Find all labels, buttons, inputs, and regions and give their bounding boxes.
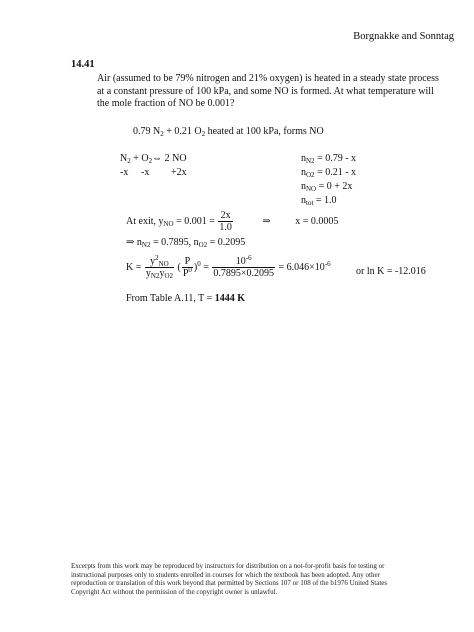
mole-balance-n2 — [301, 153, 356, 166]
intro-subscript: 2 — [160, 130, 164, 138]
k-denominator — [145, 268, 174, 279]
implies-arrow: ⇒ — [126, 237, 135, 248]
mole-symbol: n — [301, 195, 306, 206]
k-symbol: y — [145, 268, 151, 279]
exit-fraction — [218, 210, 233, 233]
k-subscript: O2 — [164, 272, 173, 280]
final-temperature: 1444 K — [214, 293, 246, 304]
mole-subscript: tot — [306, 199, 314, 207]
equilibrium-constant — [126, 256, 331, 279]
k-number: 10 — [235, 256, 246, 267]
change-b: -x — [141, 167, 150, 178]
reaction-subscript: 2 — [127, 157, 131, 165]
change-a: -x — [120, 167, 129, 178]
table-text: From Table A.11, T = — [126, 293, 215, 304]
mole-expression: = 0.21 - x — [314, 167, 357, 178]
table-lookup — [126, 293, 245, 306]
mole-symbol: n — [301, 153, 306, 164]
reaction-term: + O — [130, 153, 149, 164]
k-paren: ) — [193, 261, 198, 273]
mole-text: = 0.2095 — [207, 237, 246, 248]
k-exponent: 0 — [197, 259, 201, 268]
k-text: = — [200, 261, 212, 273]
mole-subscript: N2 — [306, 157, 315, 165]
k-numerator — [145, 256, 174, 268]
exit-subscript: NO — [163, 219, 174, 228]
intro-text: + 0.21 O — [163, 126, 202, 137]
mole-text: = 0.7895, n — [150, 237, 199, 248]
k-numeric-denominator: 0.7895×0.2095 — [213, 268, 275, 279]
k-subscript: N2 — [150, 272, 160, 280]
pressure-ratio — [182, 256, 193, 279]
k-paren: ( — [175, 261, 181, 273]
pressure-numerator: P — [182, 256, 193, 268]
k-number-exponent: -6 — [245, 254, 252, 262]
exit-result: x = 0.0005 — [295, 215, 339, 227]
k-value-exponent: -6 — [324, 259, 331, 268]
mole-balance-o2 — [301, 167, 356, 180]
mole-symbol: n — [301, 167, 306, 178]
mole-subscript: N2 — [141, 241, 151, 249]
ln-k-value: or ln K = -12.016 — [356, 266, 426, 277]
pressure-superscript: 0 — [188, 266, 192, 274]
solution-intro — [133, 126, 324, 139]
intro-text: heated at 100 kPa, forms NO — [205, 126, 324, 137]
k-numeric-fraction — [212, 256, 275, 279]
problem-statement: Air (assumed to be 79% nitrogen and 21% oxygen) is heated in a steady state process at a constant pressure of 100 kPa, and some NO is formed. At what temperature will the mole fraction of NO be 0.001? — [97, 73, 439, 109]
implies-arrow: ⇒ — [262, 215, 271, 227]
reaction-equation — [120, 153, 187, 166]
k-superscript: 2 — [155, 254, 159, 262]
fraction-denominator: 1.0 — [219, 222, 232, 233]
mole-subscript: O2 — [198, 241, 208, 249]
exit-text: = 0.001 = — [173, 215, 218, 227]
mole-expression: = 0 + 2x — [316, 181, 353, 192]
reaction-term: 2 NO — [162, 153, 187, 164]
k-mole-fraction — [145, 256, 174, 279]
fraction-numerator: 2x — [218, 210, 233, 222]
mole-balance-total — [301, 195, 337, 208]
mole-subscript: O2 — [306, 171, 315, 179]
k-text: K = — [126, 261, 144, 273]
copyright-footer: Excerpts from this work may be reproduced by instructors for distribution on a not-for-profit basis for testing or instructional purposes only to students enrolled in courses for which the textbook has been adopted. Any other reproduction or translation of this work beyond that permitted by Sections 107 or 108 of the b1976 United States Copyright Act without the permission of the copyright owner is unlawful. — [71, 562, 388, 596]
k-symbol: y — [150, 256, 156, 267]
pressure-denominator — [182, 268, 193, 279]
exit-text: At exit, y — [126, 215, 164, 227]
header-author: Borgnakke and Sonntag — [353, 31, 454, 42]
reaction-term: N — [120, 153, 128, 164]
mole-text: n — [134, 237, 142, 248]
pressure-symbol: P — [182, 268, 189, 279]
k-subscript: NO — [158, 260, 169, 268]
k-value: = 6.046×10 — [276, 261, 325, 273]
mole-subscript: NO — [306, 185, 317, 193]
k-numeric-numerator — [212, 256, 275, 268]
change-c: +2x — [171, 167, 187, 178]
mole-symbol: n — [301, 181, 306, 192]
problem-number: 14.41 — [71, 59, 95, 70]
reaction-subscript: 2 — [148, 157, 153, 165]
intro-text: 0.79 N — [133, 126, 161, 137]
mole-expression: = 0.79 - x — [314, 153, 357, 164]
equilibrium-arrow: ⇔ — [152, 153, 163, 164]
exit-condition — [126, 210, 338, 233]
mole-balance-no — [301, 181, 352, 194]
k-symbol: y — [159, 268, 165, 279]
intro-subscript: 2 — [201, 130, 206, 138]
mole-expression: = 1.0 — [313, 195, 337, 206]
mole-values — [126, 237, 245, 250]
